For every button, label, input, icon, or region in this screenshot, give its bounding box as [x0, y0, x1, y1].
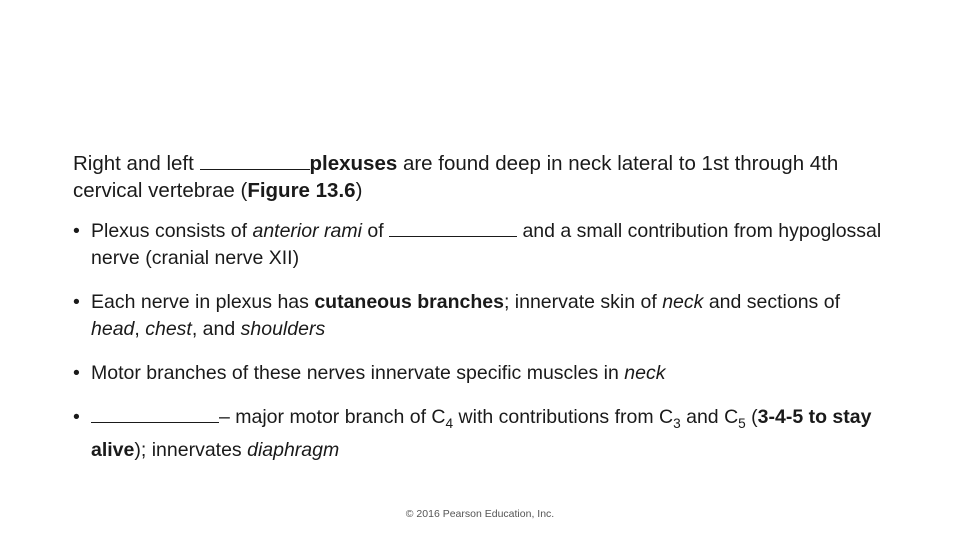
bullet-text: , and — [191, 318, 241, 340]
bullet-list — [73, 218, 893, 464]
bullet-text: Each nerve in plexus has — [91, 291, 315, 313]
bullet-item — [73, 218, 893, 272]
fill-in-blank — [389, 218, 517, 237]
lead-paragraph — [73, 150, 893, 204]
bullet-bold: cutaneous branches — [314, 291, 504, 313]
bullet-marker: • — [73, 362, 80, 384]
lead-text: Right and left — [73, 152, 200, 175]
bullet-italic: head — [91, 318, 135, 340]
bullet-text: and C — [680, 406, 739, 428]
subscript: 5 — [738, 415, 746, 431]
bullet-bold: 3-4-5 to stay alive — [91, 406, 872, 461]
bullet-italic: chest — [145, 318, 192, 340]
bullet-item — [73, 289, 893, 343]
bullet-text: , — [134, 318, 146, 340]
bullet-text: ; innervate skin of — [503, 291, 663, 313]
bullet-text: ); innervates — [134, 438, 248, 461]
bullet-marker: • — [73, 406, 80, 428]
figure-reference: Figure 13.6 — [247, 179, 356, 202]
lead-bold-plexuses: plexuses — [309, 152, 398, 175]
lead-text: ) — [355, 179, 363, 202]
bullet-item — [73, 360, 893, 387]
subscript: 3 — [673, 415, 681, 431]
bullet-text: – major motor branch of C — [219, 406, 446, 428]
bullet-italic: shoulders — [240, 318, 326, 340]
bullet-text: Motor branches of these nerves innervate specific muscles in — [91, 362, 625, 384]
copyright-notice: © 2016 Pearson Education, Inc. — [405, 508, 555, 520]
bullet-marker: • — [73, 220, 80, 242]
bullet-italic: diaphragm — [247, 438, 340, 461]
fill-in-blank — [91, 404, 219, 423]
subscript: 4 — [445, 415, 454, 431]
slide-content — [73, 150, 893, 481]
bullet-marker: • — [73, 291, 80, 313]
bullet-text: with contributions from C — [453, 406, 674, 428]
bullet-italic: neck — [662, 291, 704, 313]
bullet-text: of — [361, 220, 390, 242]
bullet-text: and sections of — [703, 291, 840, 313]
lead-text: are found deep in neck lateral to 1st through 4th cervical vertebrae ( — [73, 152, 839, 202]
bullet-text: and a small contribution from hypoglossal nerve (cranial nerve XII) — [91, 220, 882, 269]
bullet-text: ( — [745, 406, 758, 428]
bullet-italic: neck — [624, 362, 666, 384]
bullet-text: Plexus consists of — [91, 220, 253, 242]
bullet-italic: anterior rami — [252, 220, 362, 242]
fill-in-blank — [200, 151, 310, 170]
bullet-item — [73, 404, 893, 464]
